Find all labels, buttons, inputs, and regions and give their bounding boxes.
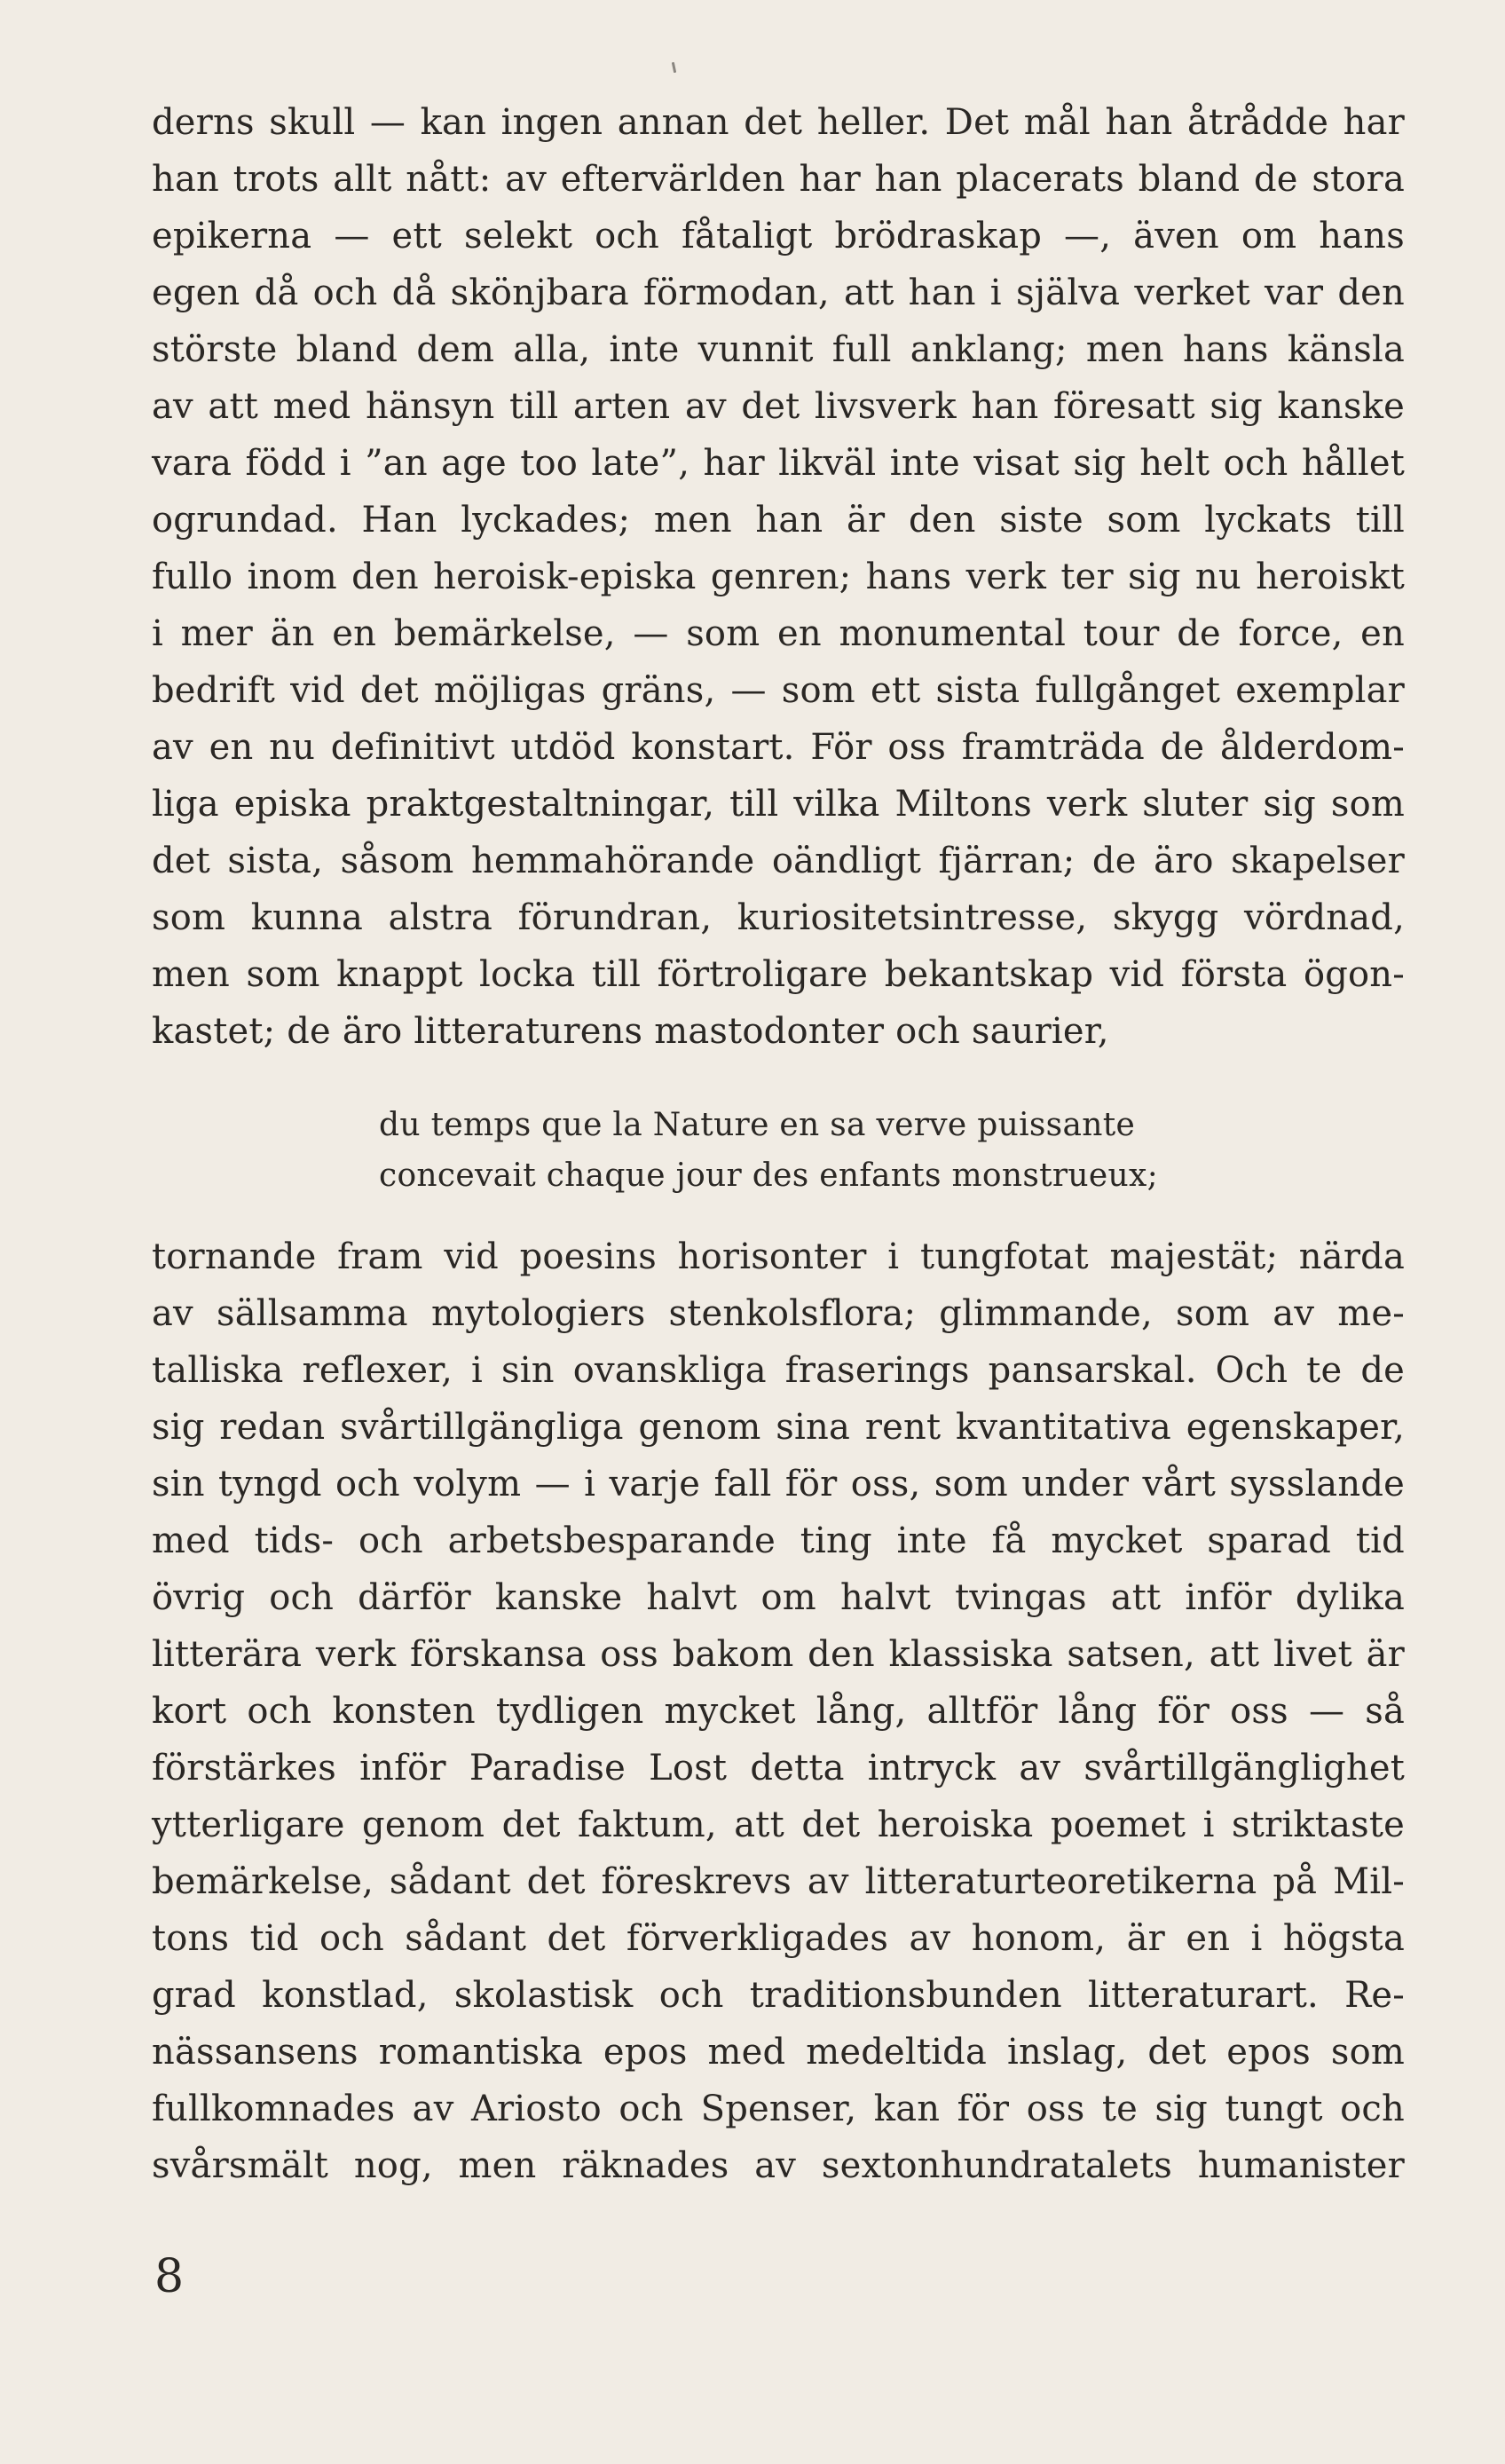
prose-line-bottom-5: sin tyngd och volym — i varje fall för oss, som under vårt sysslande [152, 1464, 1405, 1504]
prose-line-bottom-11: ytterligare genom det faktum, att det heroiska poemet i striktaste [152, 1805, 1405, 1845]
prose-line-bottom-3: talliska reflexer, i sin ovanskliga fraserings pansarskal. Och te de [152, 1350, 1405, 1391]
prose-line-top-14: det sista, såsom hemmahörande oändligt fjärran; de äro skapelser [152, 841, 1405, 881]
prose-line-bottom-17: svårsmält nog, men räknades av sextonhundratalets humanister [152, 2145, 1405, 2186]
prose-line-top-5: störste bland dem alla, inte vunnit full anklang; men hans känsla [152, 329, 1405, 370]
print-speck [672, 62, 676, 73]
prose-line-bottom-7: övrig och därför kanske halvt om halvt tvingas att inför dylika [152, 1577, 1405, 1618]
prose-line-bottom-15: nässansens romantiska epos med medeltida inslag, det epos som [152, 2032, 1405, 2073]
verse-line-2: concevait chaque jour des enfants monstrueux; [379, 1157, 1159, 1194]
prose-line-top-4: egen då och då skönjbara förmodan, att han i själva verket var den [152, 272, 1405, 313]
prose-line-top-16: men som knappt locka till förtroligare bekantskap vid första ögon- [152, 954, 1405, 995]
page-number: 8 [154, 2250, 185, 2303]
prose-line-top-9: fullo inom den heroisk-episka genren; hans verk ter sig nu heroiskt [152, 557, 1405, 597]
prose-line-bottom-4: sig redan svårtillgängliga genom sina rent kvantitativa egenskaper, [152, 1407, 1405, 1448]
prose-line-bottom-16: fullkomnades av Ariosto och Spenser, kan för oss te sig tungt och [152, 2089, 1405, 2129]
prose-line-top-11: bedrift vid det möjligas gräns, — som ett sista fullgånget exemplar [152, 670, 1405, 711]
prose-line-bottom-10: förstärkes inför Paradise Lost detta intryck av svårtillgänglighet [152, 1748, 1405, 1789]
prose-line-bottom-14: grad konstlad, skolastisk och traditionsbunden litteraturart. Re- [152, 1975, 1405, 2016]
prose-line-top-12: av en nu definitivt utdöd konstart. För oss framträda de ålderdom- [152, 727, 1405, 768]
prose-line-top-6: av att med hänsyn till arten av det livsverk han föresatt sig kanske [152, 386, 1405, 427]
prose-line-top-13: liga episka praktgestaltningar, till vilka Miltons verk sluter sig som [152, 784, 1405, 825]
prose-line-bottom-12: bemärkelse, sådant det föreskrevs av litteraturteoretikerna på Mil- [152, 1861, 1405, 1902]
prose-line-top-10: i mer än en bemärkelse, — som en monumental tour de force, en [152, 613, 1405, 654]
prose-line-top-2: han trots allt nått: av eftervärlden har han placerats bland de stora [152, 159, 1405, 200]
prose-line-top-17: kastet; de äro litteraturens mastodonter och saurier, [152, 1011, 1109, 1052]
prose-line-top-7: vara född i ”an age too late”, har likväl inte visat sig helt och hållet [152, 443, 1405, 484]
prose-line-bottom-9: kort och konsten tydligen mycket lång, alltför lång för oss — så [152, 1691, 1405, 1732]
prose-line-bottom-1: tornande fram vid poesins horisonter i tungfotat majestät; närda [152, 1236, 1405, 1277]
prose-line-top-1: derns skull — kan ingen annan det heller. Det mål han åtrådde har [152, 102, 1405, 143]
prose-line-bottom-8: litterära verk förskansa oss bakom den klassiska satsen, att livet är [152, 1634, 1405, 1675]
prose-line-top-3: epikerna — ett selekt och fåtaligt brödraskap —, även om hans [152, 216, 1405, 257]
prose-line-top-15: som kunna alstra förundran, kuriositetsintresse, skygg vördnad, [152, 897, 1405, 938]
prose-line-bottom-13: tons tid och sådant det förverkligades av honom, är en i högsta [152, 1918, 1405, 1959]
prose-line-top-8: ogrundad. Han lyckades; men han är den siste som lyckats till [152, 500, 1405, 541]
prose-line-bottom-6: med tids- och arbetsbesparande ting inte få mycket sparad tid [152, 1520, 1405, 1561]
verse-line-1: du temps que la Nature en sa verve puissante [379, 1107, 1136, 1143]
prose-line-bottom-2: av sällsamma mytologiers stenkolsflora; glimmande, som av me- [152, 1293, 1405, 1334]
